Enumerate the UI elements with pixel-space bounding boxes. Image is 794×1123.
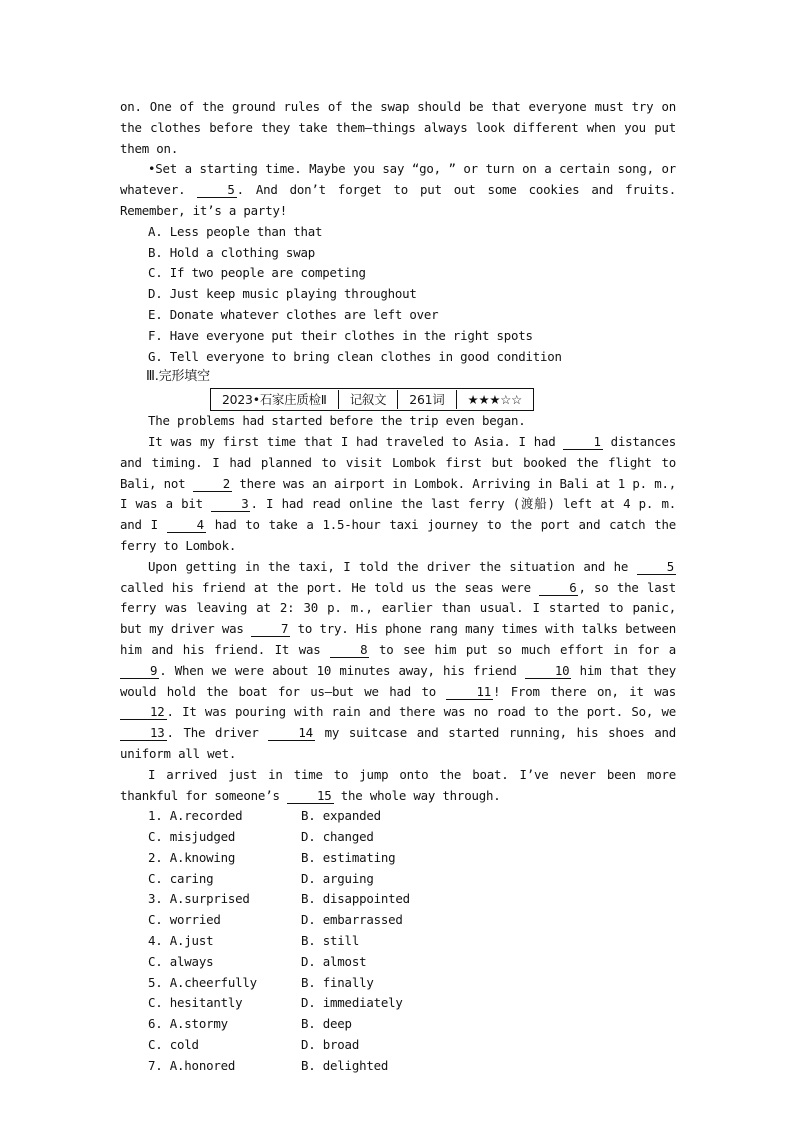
choice[interactable]: D. almost [301, 953, 367, 969]
info-difficulty-stars: ★★★☆☆ [467, 392, 523, 408]
answer-blank[interactable]: 14 [268, 726, 315, 741]
choice[interactable]: B. deep [301, 1016, 352, 1032]
choice[interactable]: B. still [301, 933, 360, 949]
answer-blank[interactable]: 11 [446, 685, 493, 700]
text-segment: It was my first time that I had traveled to Asia. I had [148, 433, 564, 449]
choice[interactable]: D. arguing [301, 870, 374, 886]
text-segment: him that they would hold the boat for us—but we had to [120, 662, 677, 699]
text-segment: had to take a 1.5-hour taxi journey to the port and catch the ferry to Lombok. [120, 517, 677, 553]
text-segment: •Set a starting time. Maybe you say “go, ” or turn on a certain song, or whatever. [120, 161, 676, 198]
choice[interactable]: B. delighted [301, 1057, 389, 1073]
question-row [148, 827, 676, 848]
option-item: A. Less people than that [148, 223, 323, 239]
paragraph-starting-time [120, 159, 676, 221]
choice[interactable]: C. worried [148, 912, 221, 928]
option-item: F. Have everyone put their clothes in the right spots [148, 327, 533, 343]
answer-blank[interactable]: 5 [637, 560, 676, 575]
choice[interactable]: D. immediately [301, 995, 403, 1011]
answer-blank[interactable]: 13 [120, 726, 167, 741]
choice[interactable]: C. misjudged [148, 829, 236, 845]
question-list [120, 806, 676, 1076]
passage-info-box [210, 388, 534, 411]
choice[interactable]: C. hesitantly [148, 995, 243, 1011]
answer-blank[interactable]: 9 [120, 664, 159, 679]
cloze-paragraph-1: The problems had started before the trip even began. [148, 413, 526, 429]
answer-blank[interactable]: 12 [120, 705, 167, 720]
choice[interactable]: C. always [148, 953, 214, 969]
text-segment: Upon getting in the taxi, I told the driver the situation and he [148, 558, 637, 574]
cloze-paragraph-3 [120, 557, 676, 765]
option-item: B. Hold a clothing swap [148, 244, 315, 260]
choice[interactable]: B. finally [301, 974, 374, 990]
question-row [148, 993, 676, 1014]
info-genre: 记叙文 [339, 390, 399, 409]
choice[interactable]: C. caring [148, 870, 214, 886]
paragraph-swap-rules: on. One of the ground rules of the swap should be that everyone must try on the clothes before they take them—things always look different when you put them on. [120, 99, 676, 156]
option-item: E. Donate whatever clothes are left over [148, 306, 439, 322]
answer-blank[interactable]: 7 [251, 622, 290, 637]
text-segment: ! From there on, it was [493, 683, 677, 699]
info-source: 2023•石家庄质检Ⅱ [211, 390, 339, 409]
text-segment: the whole way through. [333, 787, 501, 803]
choice[interactable]: B. disappointed [301, 891, 410, 907]
option-item: G. Tell everyone to bring clean clothes in good condition [148, 348, 562, 364]
info-word-count: 261词 [398, 390, 456, 409]
text-segment: distances and timing. I had planned to visit Lombok first but booked the flight to Bali, not [120, 433, 676, 491]
choice[interactable]: C. cold [148, 1037, 199, 1053]
text-segment: . The driver [166, 725, 269, 741]
answer-blank[interactable]: 2 [193, 477, 232, 492]
choice[interactable]: D. changed [301, 829, 374, 845]
text-segment: . And don’t forget to put out some cookies and fruits. Remember, it’s a party! [120, 182, 676, 218]
question-row [148, 889, 676, 910]
question-row [148, 973, 676, 994]
text-segment: there was an airport in Lombok. Arriving in Bali at 1 p. m., I was a bit [120, 475, 676, 512]
answer-blank[interactable]: 6 [539, 581, 578, 596]
choice[interactable]: 3. A.surprised [148, 891, 250, 907]
text-segment: my suitcase and started running, his shoes and uniform all wet. [120, 725, 676, 761]
choice[interactable]: 4. A.just [148, 933, 214, 949]
question-row [148, 869, 676, 890]
question-row [148, 848, 676, 869]
choice[interactable]: B. expanded [301, 808, 381, 824]
text-segment: . When we were about 10 minutes away, his friend [159, 662, 525, 678]
option-list [120, 222, 676, 368]
question-row [148, 952, 676, 973]
choice[interactable]: 2. A.knowing [148, 849, 236, 865]
text-segment: . It was pouring with rain and there was no road to the port. So, we [166, 704, 676, 720]
text-segment: . I had read online the last ferry (渡船) left at 4 p. m. and I [120, 496, 676, 533]
choice[interactable]: 1. A.recorded [148, 808, 243, 824]
choice[interactable]: 5. A.cheerfully [148, 974, 257, 990]
text-segment: , so the last ferry was leaving at 2: 30 p. m., earlier than usual. I started to panic, but my driver was [120, 579, 676, 637]
text-segment: called his friend at the port. He told us the seas were [120, 579, 540, 595]
question-row [148, 931, 676, 952]
answer-blank[interactable]: 8 [330, 643, 369, 658]
choice[interactable]: B. estimating [301, 849, 396, 865]
cloze-paragraph-4 [120, 765, 676, 807]
question-row [148, 1014, 676, 1035]
choice[interactable]: 7. A.honored [148, 1057, 236, 1073]
text-segment: to see him put so much effort in for a [369, 641, 676, 657]
choice[interactable]: 6. A.stormy [148, 1016, 228, 1032]
answer-blank[interactable]: 3 [211, 497, 250, 512]
answer-blank[interactable]: 15 [287, 789, 334, 804]
cloze-paragraph-2 [120, 432, 676, 557]
choice[interactable]: D. embarrassed [301, 912, 403, 928]
answer-blank[interactable]: 10 [525, 664, 572, 679]
answer-blank[interactable]: 5 [197, 183, 236, 198]
section-heading: Ⅲ.完形填空 [146, 369, 210, 385]
document-page [120, 97, 676, 1077]
option-item: D. Just keep music playing throughout [148, 286, 417, 302]
choice[interactable]: D. broad [301, 1037, 360, 1053]
text-segment: I arrived just in time to jump onto the boat. I’ve never been more thankful for someone’s [120, 766, 676, 803]
question-row [148, 806, 676, 827]
text-segment: to try. His phone rang many times with talks between him and his friend. It was [120, 621, 676, 657]
question-row [148, 1035, 676, 1056]
question-row [148, 1056, 676, 1077]
answer-blank[interactable]: 4 [167, 518, 206, 533]
option-item: C. If two people are competing [148, 265, 366, 281]
question-row [148, 910, 676, 931]
answer-blank[interactable]: 1 [563, 435, 602, 450]
